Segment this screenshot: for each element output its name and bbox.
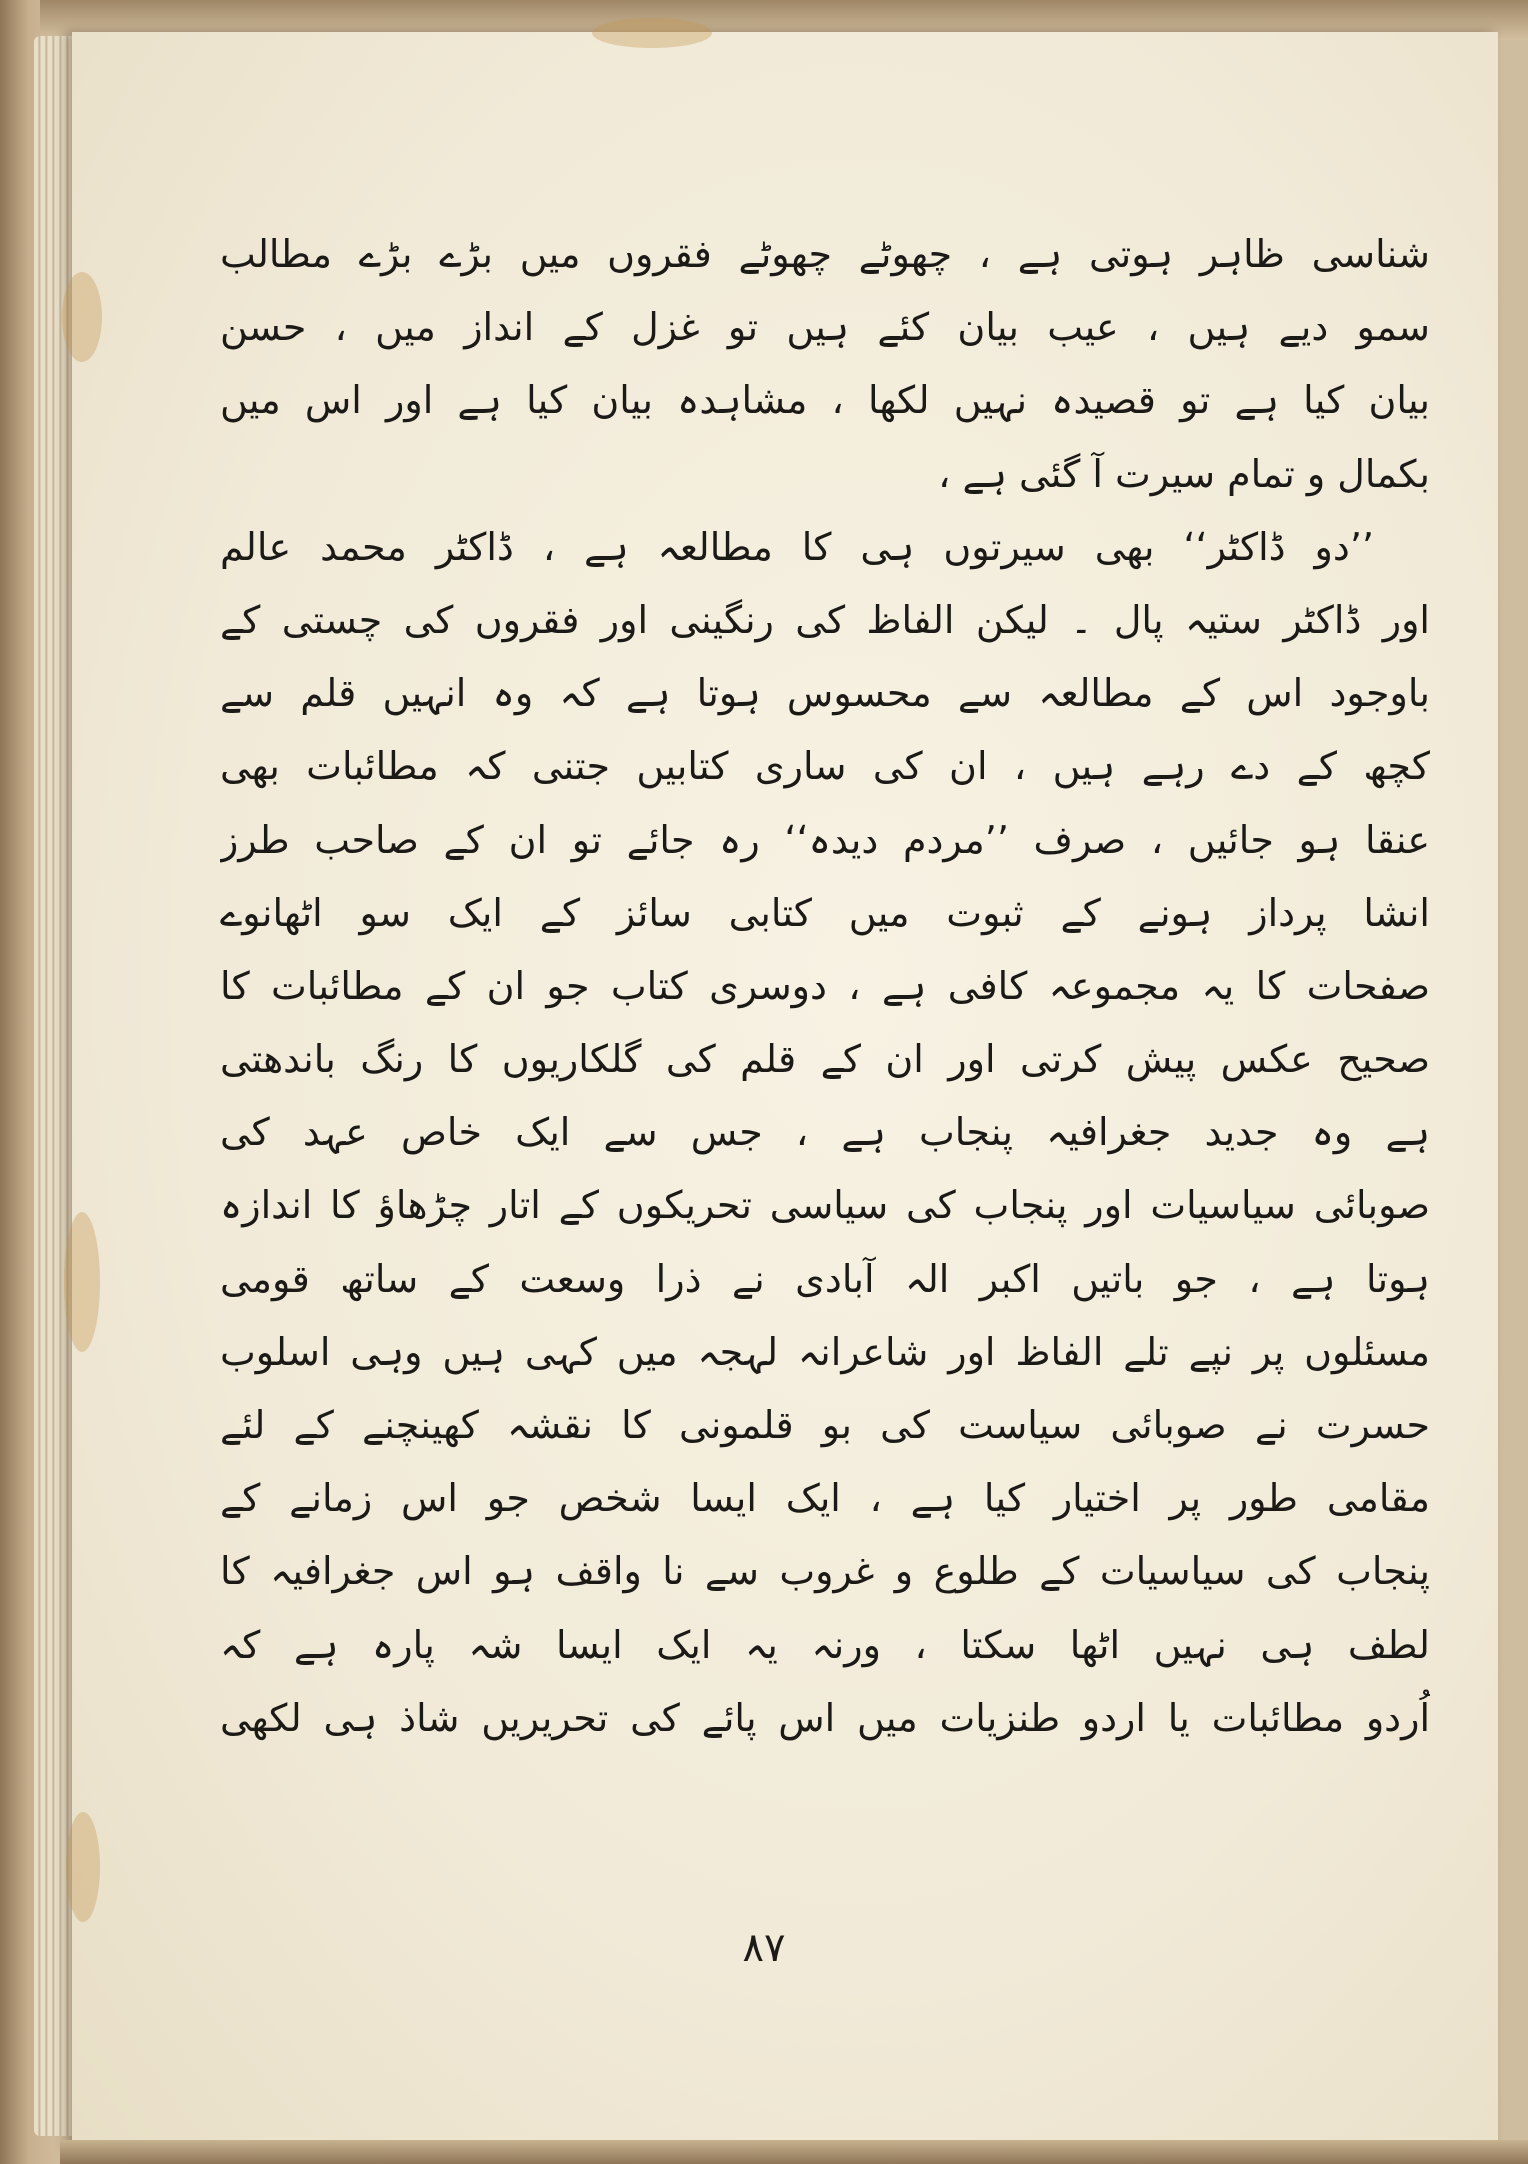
text-line: پنجاب کی سیاسیات کے طلوع و غروب سے نا واقف ہو اس جغرافیہ کا (220, 1549, 1430, 1594)
text-line: صفحات کا یہ مجموعہ کافی ہے ، دوسری کتاب جو ان کے مطائبات کا (220, 963, 1430, 1008)
text-line: بیان کیا ہے تو قصیدہ نہیں لکھا ، مشاہدہ بیان کیا ہے اور اس میں (220, 378, 1430, 423)
text-line: صوبائی سیاسیات اور پنجاب کی سیاسی تحریکوں کے اتار چڑھاؤ کا اندازہ (220, 1183, 1430, 1228)
text-line: سمو دیے ہیں ، عیب بیان کئے ہیں تو غزل کے انداز میں ، حسن (220, 305, 1430, 350)
page-number: ۸۷ (742, 1925, 786, 1971)
text-line: بکمال و تمام سیرت آ گئی ہے ، (938, 451, 1430, 496)
text-line: اُردو مطائبات یا اردو طنزیات میں اس پائے کی تحریریں شاذ ہی لکھی (220, 1695, 1430, 1740)
text-line: صحیح عکس پیش کرتی اور ان کے قلم کی گلکاریوں کا رنگ باندھتی (220, 1037, 1430, 1082)
text-line: لطف ہی نہیں اٹھا سکتا ، ورنہ یہ ایک ایسا شہ پارہ ہے کہ (220, 1622, 1430, 1667)
text-line: باوجود اس کے مطالعہ سے محسوس ہوتا ہے کہ وہ انہیں قلم سے (220, 671, 1430, 716)
paper-stain (64, 1212, 100, 1352)
text-line: ہوتا ہے ، جو باتیں اکبر الہ آبادی نے ذرا وسعت کے ساتھ قومی (220, 1256, 1430, 1301)
text-line: ’’دو ڈاکٹر‘‘ بھی سیرتوں ہی کا مطالعہ ہے ، ڈاکٹر محمد عالم (220, 524, 1374, 569)
book-bottom-edge (60, 2140, 1528, 2164)
paper-stain (62, 272, 102, 362)
urdu-text-block (220, 218, 1430, 1755)
text-line: شناسی ظاہر ہوتی ہے ، چھوٹے چھوٹے فقروں میں بڑے بڑے مطالب (220, 232, 1430, 276)
text-line: مسئلوں پر نپے تلے الفاظ اور شاعرانہ لہجہ میں کہی ہیں وہی اسلوب (220, 1329, 1430, 1374)
text-line: مقامی طور پر اختیار کیا ہے ، ایک ایسا شخص جو اس زمانے کے (220, 1476, 1430, 1521)
paper-stain (592, 18, 712, 48)
text-line: حسرت نے صوبائی سیاست کی بو قلمونی کا نقشہ کھینچنے کے لئے (220, 1403, 1430, 1447)
text-line: اور ڈاکٹر ستیہ پال ۔ لیکن الفاظ کی رنگینی اور فقروں کی چستی کے (220, 597, 1430, 642)
text-line: انشا پرداز ہونے کے ثبوت میں کتابی سائز کے ایک سو اٹھانوے (220, 890, 1430, 935)
book-spine (0, 0, 30, 2164)
paper-stain (66, 1812, 100, 1922)
text-line: عنقا ہو جائیں ، صرف ’’مردم دیدہ‘‘ رہ جائے تو ان کے صاحب طرز (220, 817, 1430, 862)
text-line: ہے وہ جدید جغرافیہ پنجاب ہے ، جس سے ایک خاص عہد کی (220, 1110, 1430, 1155)
text-line: کچھ کے دے رہے ہیں ، ان کی ساری کتابیں جتنی کہ مطائبات بھی (220, 744, 1430, 789)
